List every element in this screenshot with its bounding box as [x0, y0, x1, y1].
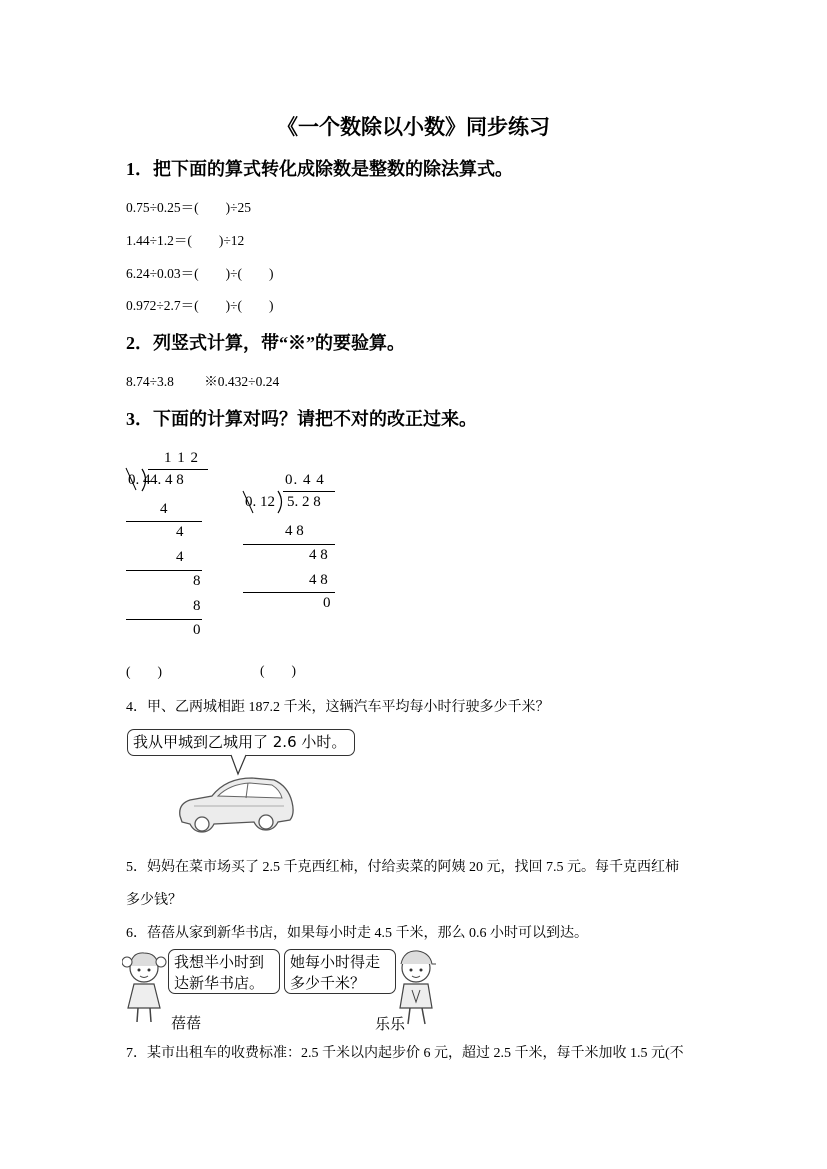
section-1-line-2: 1.44÷1.2＝( )÷12	[126, 233, 245, 248]
name-label-lele: 乐乐	[375, 1015, 406, 1033]
q6-left-speech-bubble	[168, 949, 280, 994]
division-1-divisor: 0. 4	[128, 472, 151, 488]
answer-left-parens: ( )	[126, 664, 162, 679]
question-4-text: 4．甲、乙两城相距 187.2 千米，这辆汽车平均每小时行驶多少千米？	[126, 700, 550, 715]
section-1-line-1: 0.75÷0.25＝( )÷25	[126, 200, 252, 215]
question-7-text: 7．某市出租车的收费标准：2.5 千米以内起步价 6 元，超过 2.5 千米，每千米加收 1.5 元(不	[126, 1046, 684, 1061]
division-1-line-3	[126, 619, 202, 620]
division-1-row-1: 4	[160, 501, 168, 517]
q4-bubble-text: 我从甲城到乙城用了 2.6 小时。	[133, 733, 347, 751]
section-3-heading: 3．下面的计算对吗？请把不对的改正过来。	[126, 409, 477, 429]
answer-right-parens: ( )	[260, 663, 296, 678]
division-1-line-1	[126, 521, 202, 522]
division-1-dividend: 4. 4 8	[150, 472, 184, 488]
division-2-divisor: 0. 12	[245, 494, 275, 510]
division-1-row-5: 8	[193, 598, 201, 614]
division-2-dividend: 5. 2 8	[287, 494, 321, 510]
division-1-row-6: 0	[193, 622, 201, 638]
page-title: 《一个数除以小数》同步练习	[277, 115, 550, 139]
division-2-bracket	[276, 490, 286, 514]
division-2-quotient: 0. 4 4	[285, 472, 325, 488]
division-2-row-3: 4 8	[309, 572, 328, 588]
section-1-heading: 1．把下面的算式转化成除数是整数的除法算式。	[126, 159, 513, 179]
section-2-heading: 2．列竖式计算，带“※”的要验算。	[126, 333, 405, 353]
division-1-row-3: 4	[176, 549, 184, 565]
division-2-line-1	[243, 544, 335, 545]
car-illustration	[174, 770, 298, 836]
q6-right-bubble-line-1: 她每小时得走	[290, 953, 381, 971]
division-1-row-4: 8	[193, 573, 201, 589]
section-2-line: 8.74÷3.8 ※0.432÷0.24	[126, 374, 280, 389]
name-label-beibei: 蓓蓓	[171, 1014, 202, 1032]
division-2-row-4: 0	[323, 595, 331, 611]
division-1-bar	[148, 469, 208, 470]
question-6-text: 6．蓓蓓从家到新华书店，如果每小时走 4.5 千米，那么 0.6 小时可以到达。	[126, 926, 588, 941]
division-2-bar	[283, 491, 335, 492]
division-2-row-2: 4 8	[309, 547, 328, 563]
division-1-row-2: 4	[176, 524, 184, 540]
question-5-line-2: 多少钱？	[126, 893, 182, 908]
q4-speech-bubble	[127, 729, 355, 756]
girl-beibei-illustration	[122, 948, 168, 1028]
section-1-line-3: 6.24÷0.03＝( )÷( )	[126, 266, 274, 281]
division-1-line-2	[126, 570, 202, 571]
q6-right-bubble-line-2: 多少千米？	[290, 974, 366, 992]
division-2-row-1: 4 8	[285, 523, 304, 539]
q6-right-speech-bubble	[284, 949, 396, 994]
question-5-line-1: 5．妈妈在菜市场买了 2.5 千克西红柿，付给卖菜的阿姨 20 元，找回 7.5 元。每千克西红柿	[126, 860, 679, 875]
q6-left-bubble-line-1: 我想半小时到	[174, 953, 265, 971]
division-2-line-2	[243, 592, 335, 593]
division-1-quotient: 1 1 2	[164, 450, 199, 466]
section-1-line-4: 0.972÷2.7＝( )÷( )	[126, 298, 274, 313]
q6-left-bubble-line-2: 达新华书店。	[174, 974, 265, 992]
